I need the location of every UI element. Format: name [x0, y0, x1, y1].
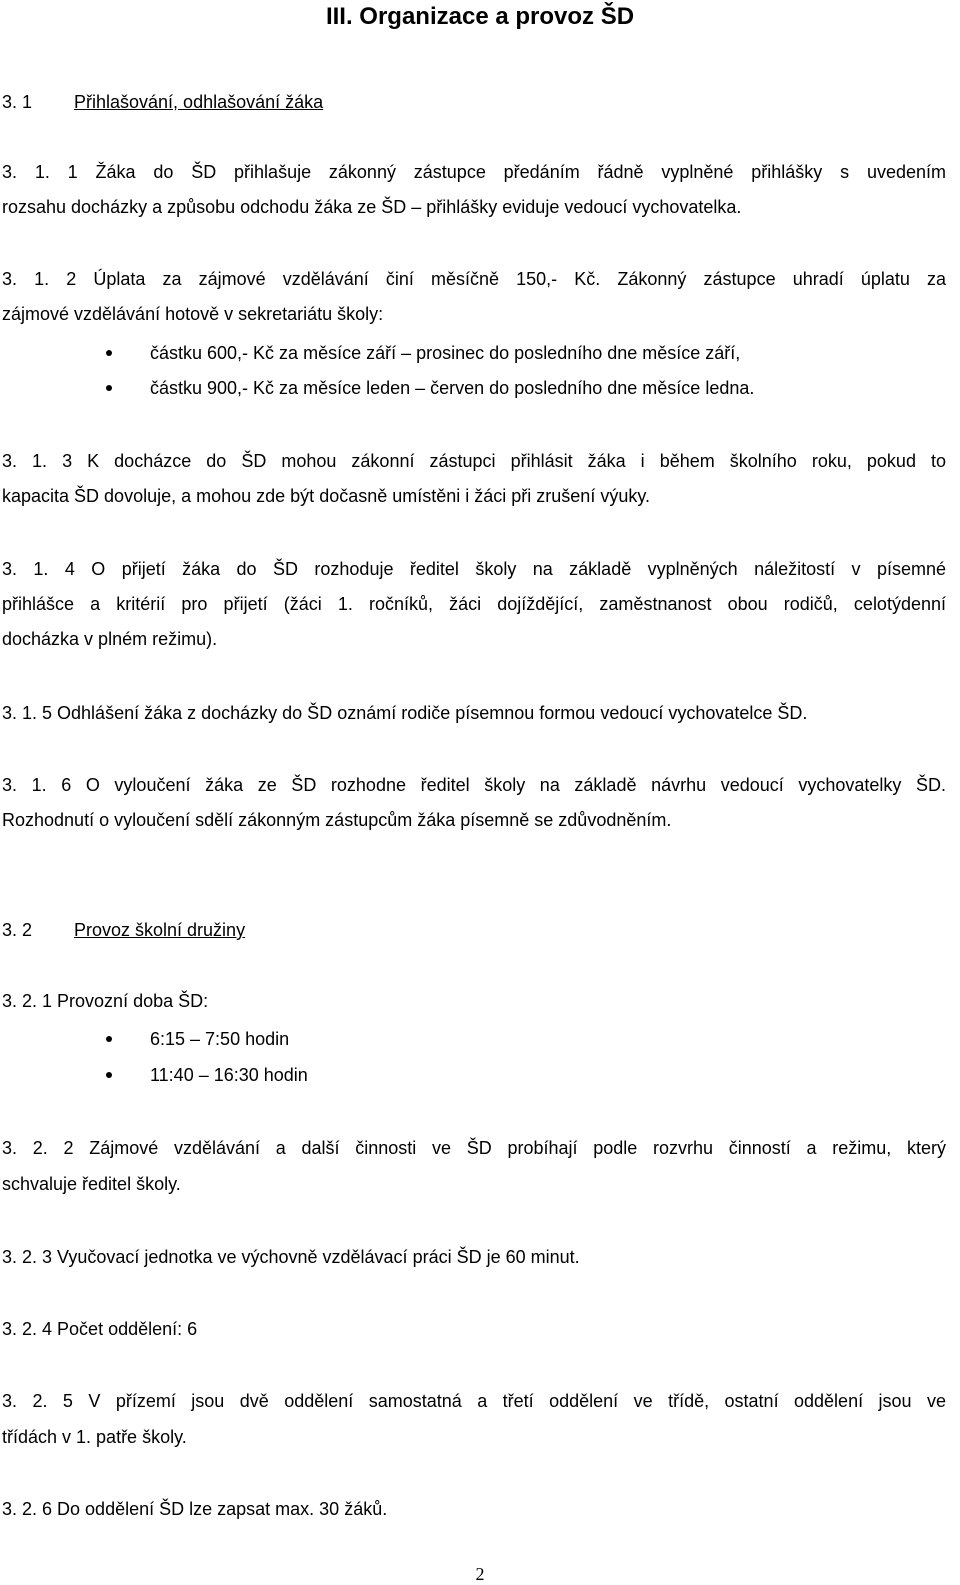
paragraph-line: 3. 2. 2 Zájmové vzdělávání a další činnosti ve ŠD probíhají podle rozvrhu činností a režimu, který: [2, 1138, 946, 1158]
bullet-icon: [106, 1036, 112, 1042]
list-item-text: částku 600,- Kč za měsíce září – prosinec do posledního dne měsíce září,: [150, 343, 741, 363]
paragraph-line: schvaluje ředitel školy.: [2, 1174, 181, 1194]
paragraph-line: rozsahu docházky a způsobu odchodu žáka ze ŠD – přihlášky eviduje vedoucí vychovatelka.: [2, 197, 742, 217]
paragraph-line: 3. 2. 3 Vyučovací jednotka ve výchovně vzdělávací práci ŠD je 60 minut.: [2, 1247, 580, 1267]
paragraph-line: docházka v plném režimu).: [2, 629, 218, 649]
paragraph-line: 3. 2. 5 V přízemí jsou dvě oddělení samostatná a třetí oddělení ve třídě, ostatní oddělení jsou ve: [2, 1391, 946, 1411]
paragraph-line: 3. 1. 5 Odhlášení žáka z docházky do ŠD oznámí rodiče písemnou formou vedoucí vychovatelce ŠD.: [2, 703, 808, 723]
paragraph-line: třídách v 1. patře školy.: [2, 1427, 187, 1447]
paragraph-line: 3. 2. 6 Do oddělení ŠD lze zapsat max. 30 žáků.: [2, 1499, 388, 1519]
section-3-2-heading: [2, 919, 946, 941]
list-item-text: částku 900,- Kč za měsíce leden – červen do posledního dne měsíce ledna.: [150, 378, 755, 398]
section-3-1-heading: [2, 91, 946, 113]
paragraph-line: Rozhodnutí o vyloučení sdělí zákonným zástupcům žáka písemně se zdůvodněním.: [2, 810, 672, 830]
paragraph-line: přihlášce a kritérií pro přijetí (žáci 1. ročníků, žáci dojíždějící, zaměstnanost obou rodičů, celotýdenní: [2, 594, 946, 614]
bullet-icon: [106, 1072, 112, 1078]
list-item-text: 11:40 – 16:30 hodin: [150, 1065, 308, 1085]
document-heading: III. Organizace a provoz ŠD: [325, 3, 635, 30]
paragraph-line: 3. 1. 1 Žáka do ŠD přihlašuje zákonný zástupce předáním řádně vyplněné přihlášky s uvedením: [2, 162, 946, 182]
section-number: 3. 2: [2, 920, 33, 940]
section-title: Přihlašování, odhlašování žáka: [74, 92, 324, 112]
paragraph-line: 3. 1. 3 K docházce do ŠD mohou zákonní zástupci přihlásit žáka i během školního roku, pokud to: [2, 451, 946, 471]
paragraph-line: 3. 2. 4 Počet oddělení: 6: [2, 1319, 198, 1339]
bullet-icon: [106, 350, 112, 356]
paragraph-line: kapacita ŠD dovoluje, a mohou zde být dočasně umístěni i žáci při zrušení výuky.: [2, 486, 650, 506]
bullet-icon: [106, 385, 112, 391]
page-number: 2: [475, 1564, 485, 1584]
paragraph-line: zájmové vzdělávání hotově v sekretariátu školy:: [2, 304, 384, 324]
list-item-text: 6:15 – 7:50 hodin: [150, 1029, 290, 1049]
paragraph-line: 3. 1. 2 Úplata za zájmové vzdělávání činí měsíčně 150,- Kč. Zákonný zástupce uhradí úplatu za: [2, 269, 946, 289]
paragraph-line: 3. 2. 1 Provozní doba ŠD:: [2, 991, 209, 1011]
section-title: Provoz školní družiny: [74, 920, 246, 940]
paragraph-line: 3. 1. 4 O přijetí žáka do ŠD rozhoduje ředitel školy na základě vyplněných náležitostí v písemné: [2, 559, 946, 579]
section-number: 3. 1: [2, 92, 33, 112]
paragraph-line: 3. 1. 6 O vyloučení žáka ze ŠD rozhodne ředitel školy na základě návrhu vedoucí vychovatelky ŠD.: [2, 775, 946, 795]
